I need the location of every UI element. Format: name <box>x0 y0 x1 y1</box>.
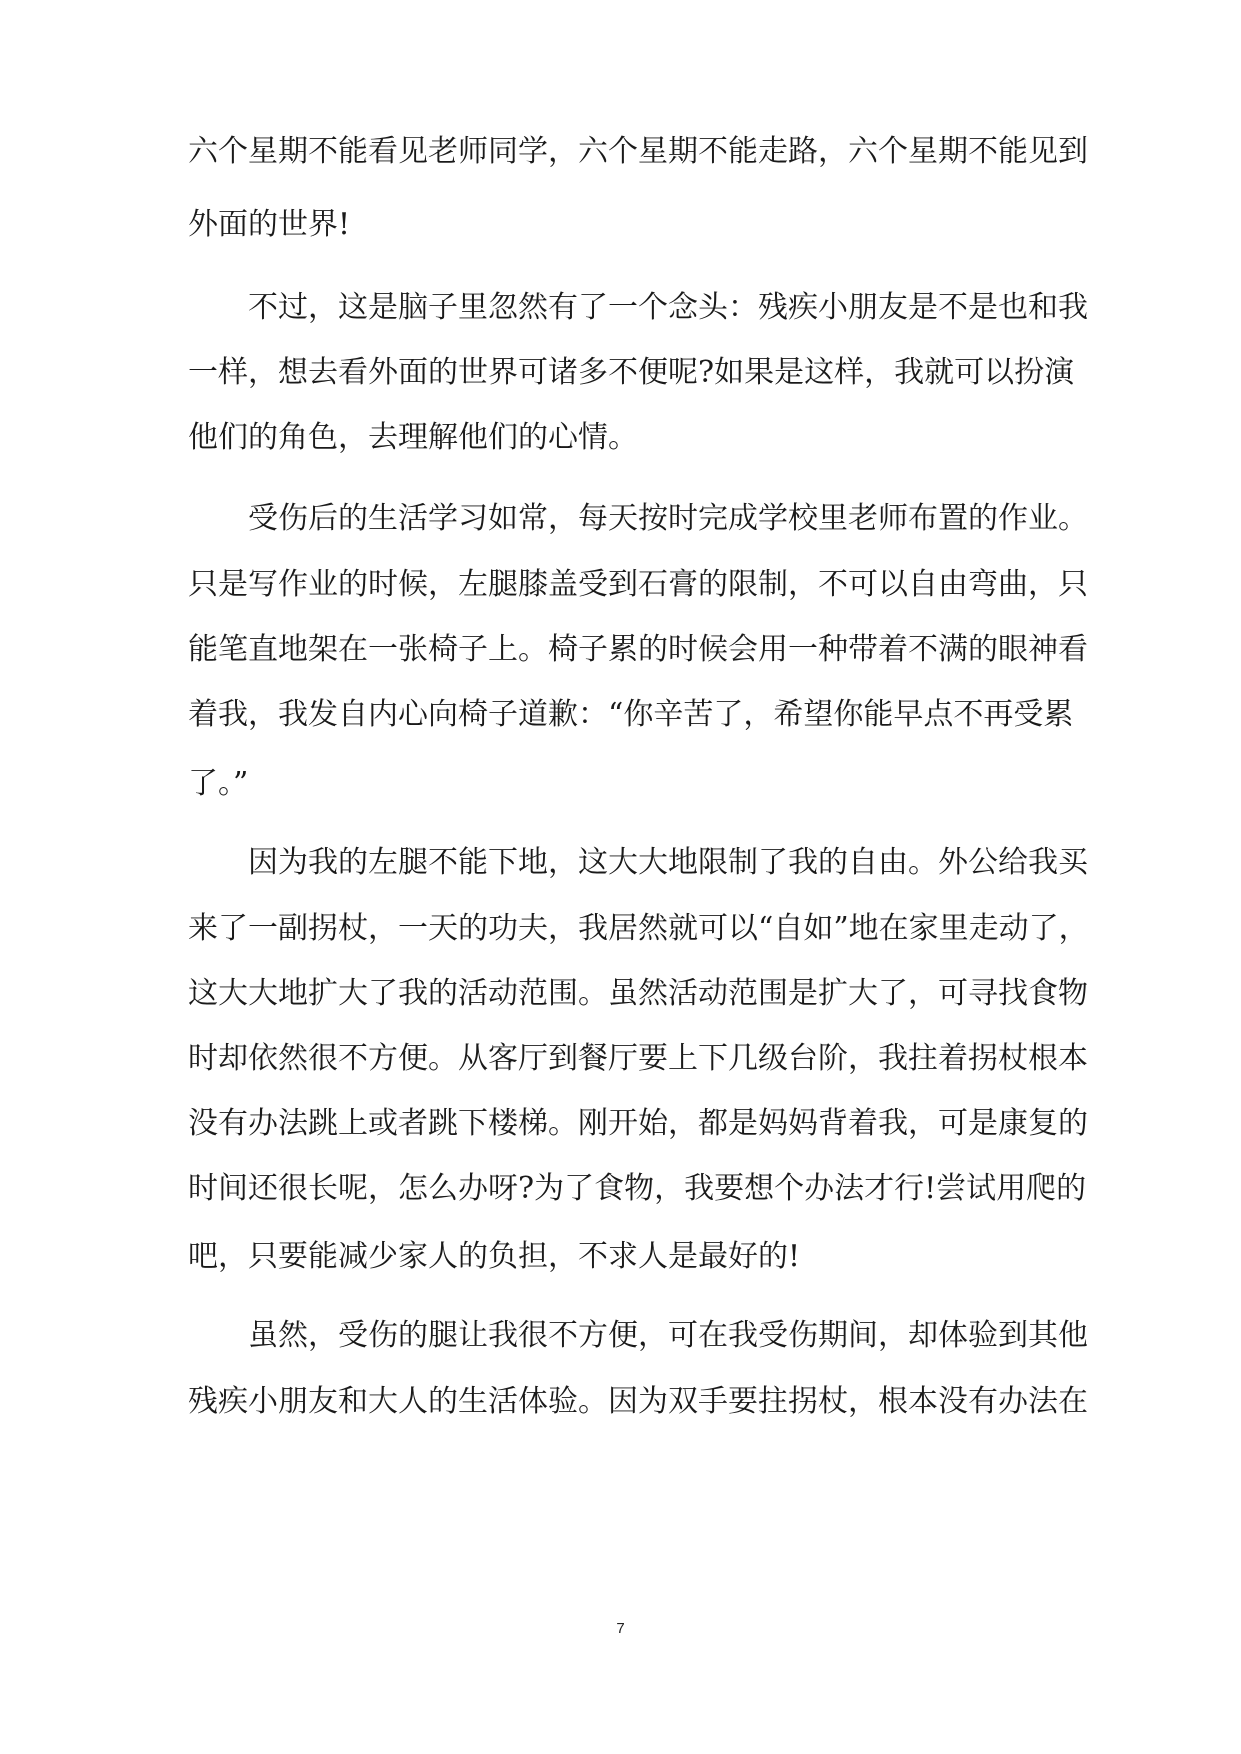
text-line: 他们的角色，去理解他们的心情。 <box>188 420 638 455</box>
text-line: 来了一副拐杖，一天的功夫，我居然就可以“自如”地在家里走动了， <box>188 911 1089 946</box>
paragraph-first-line: 不过，这是脑子里忽然有了一个念头：残疾小朋友是不是也和我 <box>248 290 1088 325</box>
text-line: 没有办法跳上或者跳下楼梯。刚开始，都是妈妈背着我，可是康复的 <box>188 1106 1088 1141</box>
paragraph-first-line: 虽然，受伤的腿让我很不方便，可在我受伤期间，却体验到其他 <box>248 1318 1088 1353</box>
text-line: 能笔直地架在一张椅子上。椅子累的时候会用一种带着不满的眼神看 <box>188 632 1088 667</box>
text-line: 了。” <box>188 766 249 801</box>
text-line: 时间还很长呢，怎么办呀?为了食物，我要想个办法才行!尝试用爬的 <box>188 1171 1087 1206</box>
paragraph-first-line: 受伤后的生活学习如常，每天按时完成学校里老师布置的作业。 <box>248 501 1088 536</box>
text-line: 只是写作业的时候，左腿膝盖受到石膏的限制，不可以自由弯曲，只 <box>188 567 1088 602</box>
paragraph-first-line: 因为我的左腿不能下地，这大大地限制了我的自由。外公给我买 <box>248 845 1088 880</box>
text-line: 这大大地扩大了我的活动范围。虽然活动范围是扩大了，可寻找食物 <box>188 976 1088 1011</box>
text-line: 时却依然很不方便。从客厅到餐厅要上下几级台阶，我拄着拐杖根本 <box>188 1041 1088 1076</box>
text-line: 六个星期不能看见老师同学，六个星期不能走路，六个星期不能见到 <box>188 134 1088 169</box>
text-line: 吧，只要能减少家人的负担，不求人是最好的! <box>188 1239 801 1274</box>
page-number: 7 <box>616 1620 625 1637</box>
text-line: 外面的世界! <box>188 207 351 242</box>
text-line: 一样，想去看外面的世界可诸多不便呢?如果是这样，我就可以扮演 <box>188 355 1075 390</box>
text-line: 残疾小朋友和大人的生活体验。因为双手要拄拐杖，根本没有办法在 <box>188 1384 1088 1419</box>
text-line: 着我，我发自内心向椅子道歉：“你辛苦了，希望你能早点不再受累 <box>188 697 1074 732</box>
